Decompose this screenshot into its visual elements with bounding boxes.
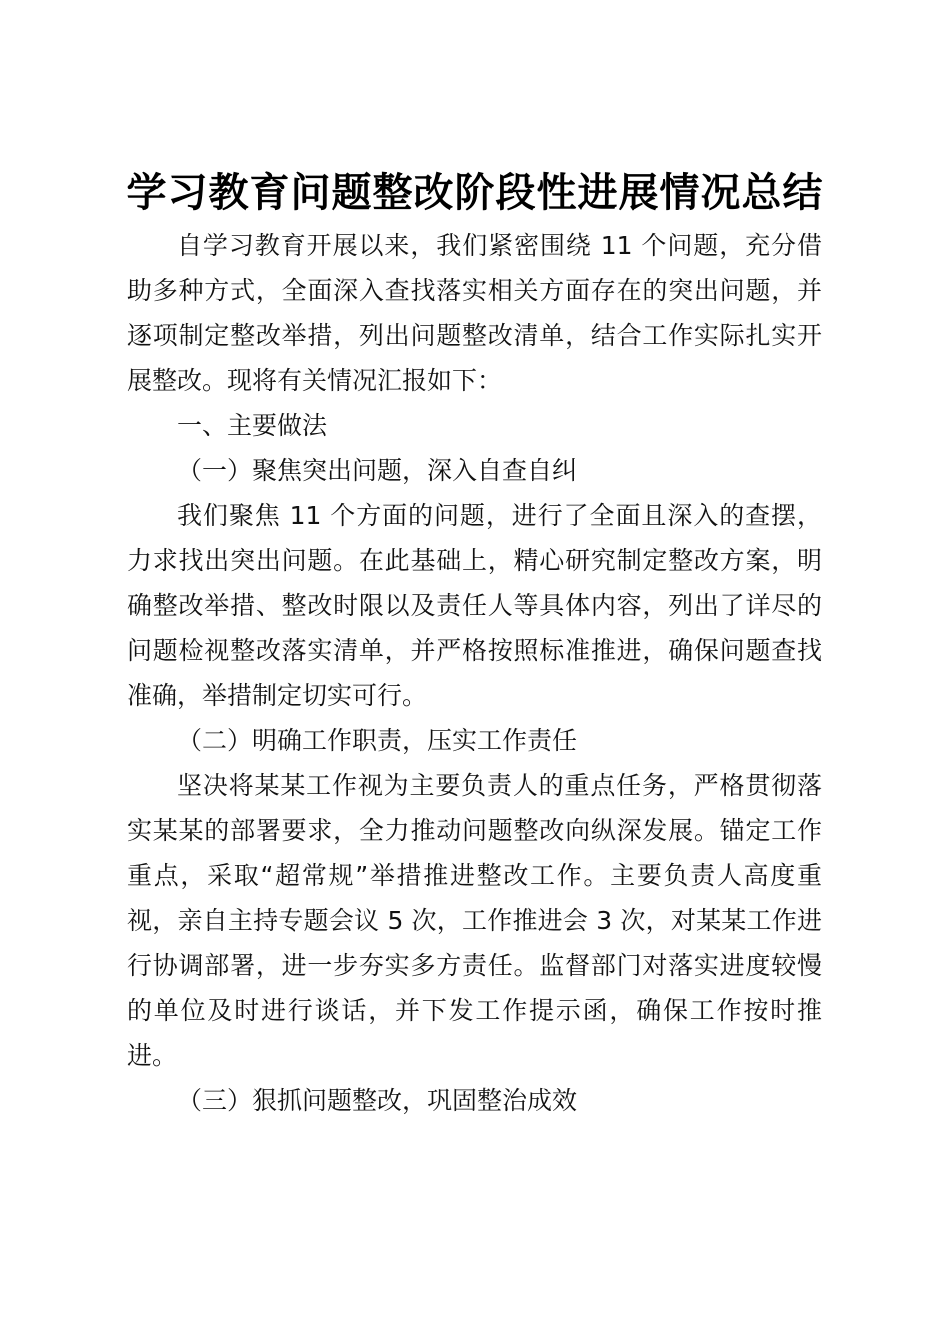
subsection-heading-2: （二）明确工作职责，压实工作责任 xyxy=(177,726,578,755)
document-body xyxy=(127,223,822,1123)
intro-paragraph: 自学习教育开展以来，我们紧密围绕 11 个问题，充分借助多种方式，全面深入查找落实相关方面存在的突出问题，并逐项制定整改举措，列出问题整改清单，结合工作实际扎实开展整改。现将有关情况汇报如下： xyxy=(127,231,822,395)
subsection-heading-3: （三）狠抓问题整改，巩固整治成效 xyxy=(177,1086,578,1115)
section-heading-main-practices: 一、主要做法 xyxy=(177,411,328,440)
subsection-1-paragraph: 我们聚焦 11 个方面的问题，进行了全面且深入的查摆，力求找出突出问题。在此基础上，精心研究制定整改方案，明确整改举措、整改时限以及责任人等具体内容，列出了详尽的问题检视整改落实清单，并严格按照标准推进，确保问题查找准确，举措制定切实可行。 xyxy=(127,501,822,710)
subsection-2-paragraph: 坚决将某某工作视为主要负责人的重点任务，严格贯彻落实某某的部署要求，全力推动问题整改向纵深发展。锚定工作重点，采取“超常规”举措推进整改工作。主要负责人高度重视，亲自主持专题会议 5 次，工作推进会 3 次，对某某工作进行协调部署，进一步夯实多方责任。监督部门对落实进度较慢的单位及时进行谈话，并下发工作提示函，确保工作按时推进。 xyxy=(127,771,822,1070)
document-title: 学习教育问题整改阶段性进展情况总结 xyxy=(126,169,824,216)
subsection-heading-1: （一）聚焦突出问题，深入自查自纠 xyxy=(177,456,578,485)
